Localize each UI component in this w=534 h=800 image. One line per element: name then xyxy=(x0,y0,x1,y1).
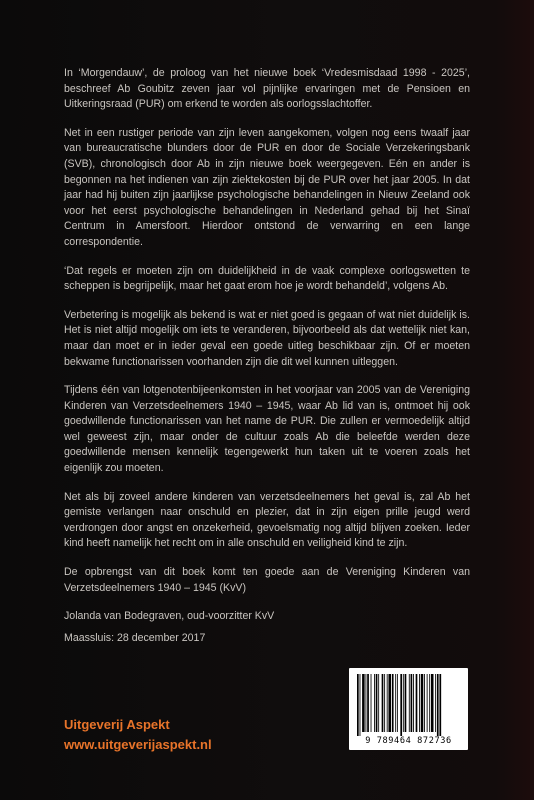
barcode-bar xyxy=(427,674,428,732)
barcode-bar xyxy=(400,674,402,736)
barcode-bar xyxy=(409,674,410,732)
barcode-bar xyxy=(429,674,430,732)
barcode-bar xyxy=(378,674,379,732)
barcode-bar xyxy=(376,674,378,732)
isbn-barcode xyxy=(349,668,468,750)
barcode-bar xyxy=(367,674,369,732)
place-date: Maassluis: 28 december 2017 xyxy=(64,631,206,644)
barcode-bar xyxy=(387,674,388,732)
paragraph-bureaucracy: Net in een rustiger periode van zijn leven aangekomen, volgen nog eens twaalf jaar van bureaucratische blunders door de PUR en door de Sociale Verzekeringsbank (SVB), chronologisch door Ab in zijn nieuwe boek weergegeven. Eén en ander is begonnen na het indienen van zijn ziektekosten bij de PUR over het jaar 2005. In dat jaar had hij buiten zijn jaarlijkse psychologische behandelingen in Nieuw Zeeland ook voor het eerst psychologische behandelingen in Nederland gehad bij het Sinaï Centrum in Amersfoort. Hierdoor ontstond de verwarring en een lange correspondentie. xyxy=(64,126,470,248)
paragraph-children: Net als bij zoveel andere kinderen van verzetsdeelnemers het geval is, zal Ab het gemiste verlangen naar onschuld en plezier, dat in zijn eigen prille jeugd werd verdrongen door angst en onzekerheid, gevoelsmatig nog altijd blijven zoeken. Ieder kind heeft namelijk het recht om in alle onschuld en veiligheid kind te zijn. xyxy=(64,490,470,550)
barcode-bar xyxy=(411,674,413,732)
barcode-bar xyxy=(357,674,359,736)
barcode-bar xyxy=(405,674,407,732)
barcode-bar xyxy=(419,674,420,732)
barcode-bar xyxy=(366,674,367,732)
barcode-bar xyxy=(431,674,434,732)
spine-shadow xyxy=(494,0,534,800)
barcode-bar xyxy=(421,674,424,732)
barcode-bar xyxy=(395,674,396,732)
barcode-bar xyxy=(392,674,394,732)
barcode-bar xyxy=(382,674,384,732)
barcode-bar xyxy=(360,674,361,736)
publisher-url: www.uitgeverijaspekt.nl xyxy=(64,737,212,752)
barcode-bar xyxy=(439,674,441,736)
barcode-bar xyxy=(362,674,365,732)
isbn-number: 9 789464 872736 xyxy=(365,736,452,746)
barcode-bar xyxy=(435,674,436,732)
paragraph-intro: In ‘Morgendauw’, de proloog van het nieuwe boek ‘Vredesmisdaad 1998 - 2025’, beschreef Ab Goubitz zeven jaar vol pijnlijke ervaringen met de Pensioen en Uitkeringsraad (PUR) om erkend te worden als oorlogsslachtoffer. xyxy=(64,67,470,111)
barcode-bar xyxy=(416,674,418,732)
barcode-bar xyxy=(397,674,398,732)
barcode-bar xyxy=(403,674,404,732)
paragraph-meetings: Tijdens één van lotgenotenbijeenkomsten in het voorjaar van 2005 van de Vereniging Kinderen van Verzetsdeelnemers 1940 – 1945, waar Ab lid van is, ontmoet hij ook goedwillende functionarissen van het name de PUR. Die zullen er vermoedelijk altijd wel geweest zijn, maar onder de cultuur zoals Ab die beleefde werden deze goedwillende mensen kennelijk tegengewerkt hun taken uit te voeren zoals het eigenlijk zou moeten. xyxy=(64,384,470,475)
signature: Jolanda van Bodegraven, oud-voorzitter KvV xyxy=(64,610,275,623)
blurb-text xyxy=(64,66,470,659)
barcode-bar xyxy=(371,674,372,732)
barcode-bar xyxy=(384,674,385,732)
barcode-icon xyxy=(355,674,462,736)
barcode-bar xyxy=(437,674,439,736)
barcode-bar xyxy=(413,674,414,732)
barcode-bar xyxy=(388,674,391,732)
barcode-bar xyxy=(424,674,425,732)
paragraph-proceeds: De opbrengst van dit boek komt ten goede aan de Vereniging Kinderen van Verzetsdeelnemers 1940 – 1945 (KvV) xyxy=(64,566,470,594)
paragraph-improvement: Verbetering is mogelijk als bekend is wat er niet goed is gegaan of wat niet duidelijk is. Het is niet altijd mogelijk om iets te veranderen, bijvoorbeeld als dat wettelijk niet kan, maar dan moet er in ieder geval een goede uitleg beschikbaar zijn. Of er moeten bekwame functionarissen voorhanden zijn die dit wel kunnen uitleggen. xyxy=(64,308,470,368)
publisher-info xyxy=(64,715,212,755)
barcode-bar xyxy=(374,674,375,732)
paragraph-quote: ‘Dat regels er moeten zijn om duidelijkheid in de vaak complexe oorlogswetten te scheppen is begrijpelijk, maar het gaat erom hoe je wordt behandeld’, volgens Ab. xyxy=(64,264,470,293)
publisher-name: Uitgeverij Aspekt xyxy=(64,717,170,732)
